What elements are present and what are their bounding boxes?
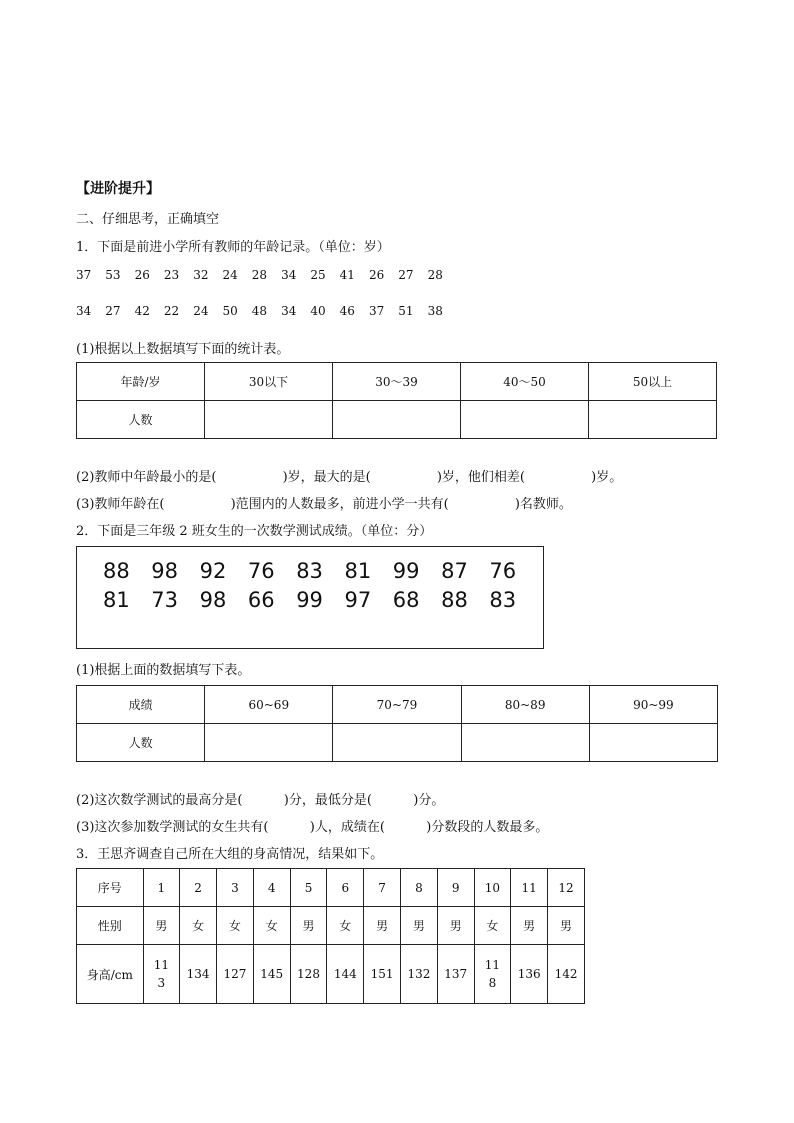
row-label: 序号 — [77, 869, 144, 907]
header-cell: 60~69 — [205, 686, 333, 724]
age-value: 34 — [76, 304, 92, 318]
age-value: 28 — [427, 268, 443, 282]
header-cell: 年龄/岁 — [77, 363, 205, 401]
scores-row2 — [103, 588, 538, 612]
header-cell: 40～50 — [461, 363, 589, 401]
header-cell: 90~99 — [589, 686, 717, 724]
score-value: 88 — [103, 559, 130, 583]
header-cell: 80~89 — [461, 686, 589, 724]
score-value: 73 — [151, 588, 179, 612]
age-value: 34 — [281, 304, 297, 318]
answer-cell[interactable] — [205, 724, 333, 762]
height-cell: 127 — [217, 945, 254, 1004]
index-cell: 4 — [253, 869, 290, 907]
q1-title: 1．下面是前进小学所有教师的年龄记录。（单位：岁） — [76, 240, 390, 255]
index-cell: 2 — [180, 869, 217, 907]
answer-cell[interactable] — [589, 724, 717, 762]
score-value: 81 — [344, 559, 372, 583]
answer-cell[interactable] — [461, 724, 589, 762]
index-cell: 9 — [437, 869, 474, 907]
table-row — [77, 724, 718, 762]
index-cell: 6 — [327, 869, 364, 907]
age-value: 42 — [134, 304, 150, 318]
score-value: 99 — [392, 559, 420, 583]
age-value: 40 — [310, 304, 326, 318]
score-value: 88 — [441, 588, 468, 612]
section-heading: 【进阶提升】 — [76, 181, 160, 197]
gender-cell: 男 — [364, 907, 401, 945]
q1-ages-row2 — [76, 304, 457, 318]
score-value: 76 — [247, 559, 275, 583]
q3-title: 3．王思齐调查自己所在大组的身高情况，结果如下。 — [76, 847, 384, 862]
age-value: 27 — [398, 268, 414, 282]
age-value: 48 — [251, 304, 268, 318]
height-cell: 151 — [364, 945, 401, 1004]
table-row — [77, 945, 585, 1004]
height-cell: 134 — [180, 945, 217, 1004]
height-cell: 128 — [290, 945, 327, 1004]
height-cell: 137 — [437, 945, 474, 1004]
q2-sub2: (2)这次数学测试的最高分是( )分，最低分是( )分。 — [76, 793, 445, 808]
height-fragment: 11 — [484, 958, 501, 972]
answer-cell[interactable] — [205, 401, 333, 439]
q1-sub3: (3)教师年龄在( )范围内的人数最多，前进小学一共有( )名教师。 — [76, 497, 572, 512]
gender-cell: 女 — [217, 907, 254, 945]
header-cell: 50以上 — [589, 363, 717, 401]
q2-title: 2．下面是三年级 2 班女生的一次数学测试成绩。（单位：分） — [76, 524, 433, 539]
score-value: 66 — [247, 588, 275, 612]
index-cell: 3 — [217, 869, 254, 907]
index-cell: 11 — [511, 869, 548, 907]
table-row — [77, 907, 585, 945]
gender-cell: 女 — [474, 907, 511, 945]
answer-cell[interactable] — [461, 401, 589, 439]
scores-box — [76, 546, 544, 649]
gender-cell: 男 — [290, 907, 327, 945]
gender-cell: 女 — [253, 907, 290, 945]
q1-ages-row1 — [76, 268, 457, 282]
score-value: 98 — [199, 588, 227, 612]
header-cell: 30以下 — [205, 363, 333, 401]
age-value: 24 — [222, 268, 238, 282]
score-value: 97 — [344, 588, 372, 612]
score-value: 99 — [296, 588, 323, 612]
age-value: 38 — [427, 304, 443, 318]
table-row — [77, 686, 718, 724]
height-fragment: 3 — [157, 976, 166, 990]
age-value: 26 — [368, 268, 385, 282]
age-value: 24 — [193, 304, 209, 318]
gender-cell: 女 — [180, 907, 217, 945]
index-cell: 10 — [474, 869, 511, 907]
answer-cell[interactable] — [333, 401, 461, 439]
gender-cell: 男 — [548, 907, 585, 945]
score-value: 87 — [441, 559, 468, 583]
q1-sub1: (1)根据以上数据填写下面的统计表。 — [76, 342, 290, 357]
q2-score-table — [76, 685, 718, 762]
age-value: 50 — [222, 304, 238, 318]
age-value: 22 — [163, 304, 180, 318]
q2-sub3: (3)这次参加数学测试的女生共有( )人，成绩在( )分数段的人数最多。 — [76, 820, 549, 835]
age-value: 41 — [339, 268, 355, 282]
age-value: 32 — [193, 268, 209, 282]
gender-cell: 女 — [327, 907, 364, 945]
q2-sub1: (1)根据上面的数据填写下表。 — [76, 663, 251, 678]
age-value: 25 — [310, 268, 326, 282]
q3-height-table — [76, 868, 585, 1004]
age-value: 37 — [76, 268, 92, 282]
age-value: 26 — [134, 268, 150, 282]
age-value: 27 — [105, 304, 121, 318]
age-value: 46 — [339, 304, 355, 318]
height-cell: 145 — [253, 945, 290, 1004]
row-label: 人数 — [77, 401, 205, 439]
age-value: 23 — [163, 268, 180, 282]
row-label: 身高/cm — [77, 945, 144, 1004]
header-cell: 成绩 — [77, 686, 205, 724]
age-value: 51 — [398, 304, 414, 318]
height-cell — [143, 945, 180, 1004]
score-value: 83 — [296, 559, 323, 583]
score-value: 98 — [151, 559, 179, 583]
height-cell: 144 — [327, 945, 364, 1004]
gender-cell: 男 — [511, 907, 548, 945]
age-value: 28 — [251, 268, 268, 282]
q1-sub2: (2)教师中年龄最小的是( )岁，最大的是( )岁，他们相差( )岁。 — [76, 470, 623, 485]
index-cell: 8 — [401, 869, 438, 907]
index-cell: 1 — [143, 869, 180, 907]
row-label: 人数 — [77, 724, 205, 762]
score-value: 68 — [392, 588, 420, 612]
table-row — [77, 401, 717, 439]
table-row — [77, 363, 717, 401]
index-cell: 5 — [290, 869, 327, 907]
gender-cell: 男 — [401, 907, 438, 945]
height-cell: 136 — [511, 945, 548, 1004]
height-fragment: 8 — [488, 976, 497, 990]
height-cell: 142 — [548, 945, 585, 1004]
answer-cell[interactable] — [589, 401, 717, 439]
header-cell: 30～39 — [333, 363, 461, 401]
gender-cell: 男 — [143, 907, 180, 945]
section-title: 二、仔细思考，正确填空 — [76, 212, 220, 227]
index-cell: 7 — [364, 869, 401, 907]
scores-row1 — [103, 559, 538, 583]
height-cell: 132 — [401, 945, 438, 1004]
height-cell — [474, 945, 511, 1004]
height-fragment: 11 — [153, 958, 170, 972]
header-cell: 70~79 — [333, 686, 461, 724]
score-value: 76 — [489, 559, 517, 583]
table-row — [77, 869, 585, 907]
age-value: 37 — [368, 304, 385, 318]
score-value: 81 — [103, 588, 130, 612]
row-label: 性别 — [77, 907, 144, 945]
gender-cell: 男 — [437, 907, 474, 945]
age-value: 34 — [281, 268, 297, 282]
answer-cell[interactable] — [333, 724, 461, 762]
index-cell: 12 — [548, 869, 585, 907]
age-value: 53 — [105, 268, 121, 282]
q1-age-table — [76, 362, 717, 439]
score-value: 92 — [199, 559, 227, 583]
score-value: 83 — [489, 588, 517, 612]
